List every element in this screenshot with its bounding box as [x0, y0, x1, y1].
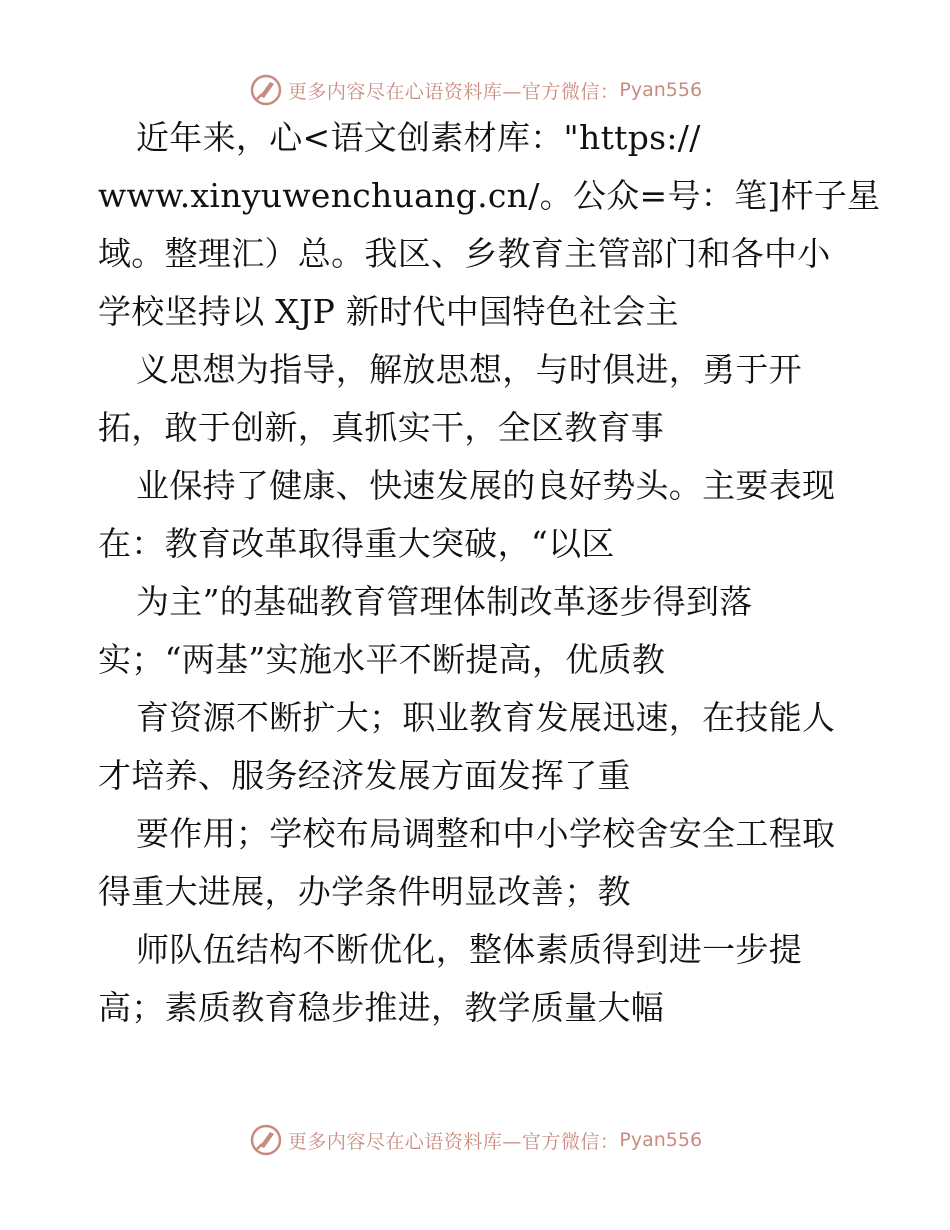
watermark-logo-icon [248, 72, 284, 108]
watermark-id: Pyan556 [619, 79, 703, 101]
text-line: 近年来，心<语文创素材库："https:// [136, 118, 701, 157]
text-line: 在：教育改革取得重大突破，“以区 [98, 524, 615, 563]
text-line: 学校坚持以 XJP 新时代中国特色社会主 [98, 292, 679, 331]
text-line: 为主”的基础教育管理体制改革逐步得到落 [136, 582, 753, 621]
watermark-text: 更多内容尽在心语资料库—官方微信： [287, 80, 620, 103]
text-line: 高；素质教育稳步推进，教学质量大幅 [98, 988, 665, 1027]
text-line: 才培养、服务经济发展方面发挥了重 [98, 756, 631, 795]
text-line: www.xinyuwenchuang.cn/。公众=号：笔]杆子星 [98, 176, 881, 215]
header-watermark [0, 70, 950, 110]
watermark-logo-icon [248, 1122, 284, 1158]
text-line: 育资源不断扩大；职业教育发展迅速，在技能人 [136, 698, 836, 737]
footer-watermark [0, 1120, 950, 1160]
text-line: 业保持了健康、快速发展的良好势头。主要表现 [136, 466, 836, 505]
text-line: 拓，敢于创新，真抓实干，全区教育事 [98, 408, 665, 447]
text-line: 师队伍结构不断优化，整体素质得到进一步提 [136, 930, 802, 969]
watermark-id: Pyan556 [619, 1129, 703, 1151]
text-line: 得重大进展，办学条件明显改善；教 [98, 872, 631, 911]
text-line: 要作用；学校布局调整和中小学校舍安全工程取 [136, 814, 836, 853]
watermark-text: 更多内容尽在心语资料库—官方微信： [287, 1130, 620, 1153]
text-line: 义思想为指导，解放思想，与时俱进，勇于开 [136, 350, 802, 389]
text-line: 域。整理汇）总。我区、乡教育主管部门和各中小 [98, 234, 831, 273]
text-line: 实；“两基”实施水平不断提高，优质教 [98, 640, 666, 679]
